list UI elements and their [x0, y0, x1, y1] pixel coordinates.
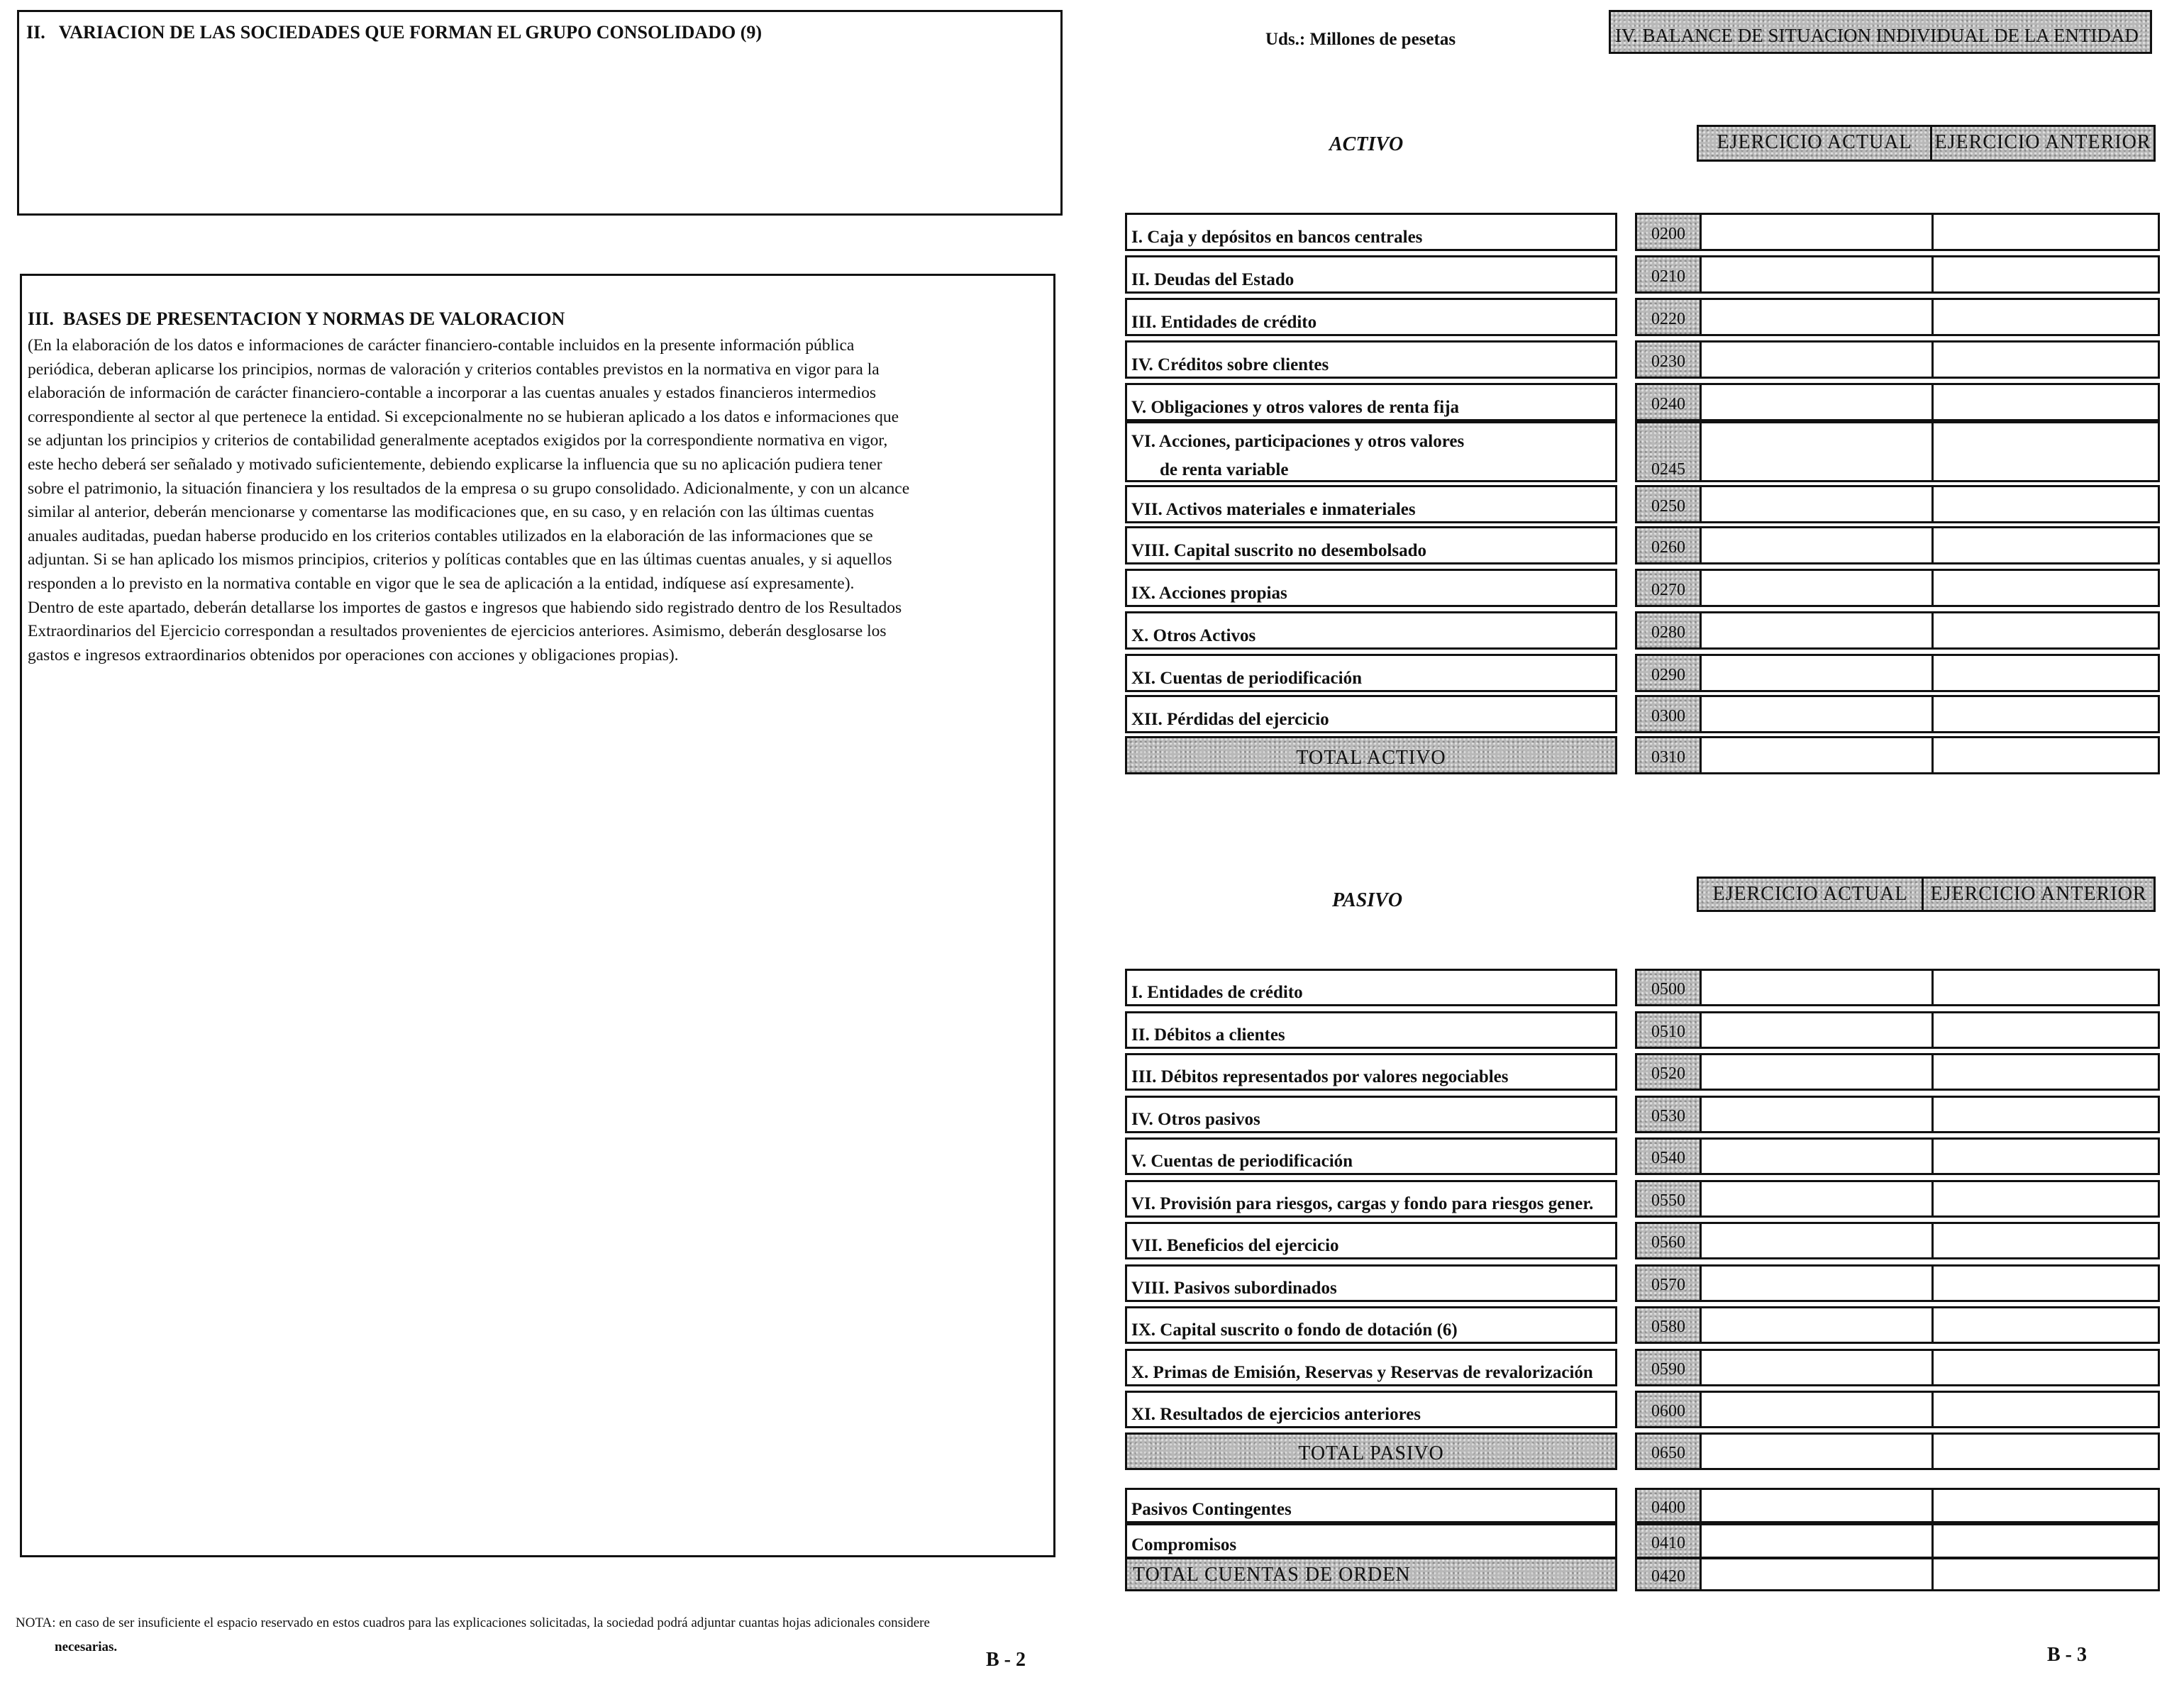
- pasivo-row-8-ejercicio-actual-cell[interactable]: [1700, 1306, 1934, 1344]
- activo-col-anterior-header: EJERCICIO ANTERIOR: [1930, 125, 2156, 162]
- balance-title-badge: [1609, 10, 2152, 54]
- activo-row-8-label: IX. Acciones propias: [1131, 584, 1287, 603]
- activo-row-5-label-box: [1125, 421, 1617, 482]
- pasivo-row-9-ejercicio-actual-cell[interactable]: [1700, 1349, 1934, 1386]
- pasivo-row-7-code: 0570: [1635, 1264, 1702, 1302]
- activo-row-3-code: 0230: [1635, 340, 1702, 379]
- activo-row-10-label-box: [1125, 654, 1617, 692]
- activo-row-6-ejercicio-actual-cell[interactable]: [1700, 485, 1934, 523]
- pasivo-row-10-label: XI. Resultados de ejercicios anteriores: [1131, 1405, 1421, 1424]
- activo-row-4-code: 0240: [1635, 383, 1702, 421]
- pasivo-row-8-ejercicio-anterior-cell[interactable]: [1931, 1306, 2160, 1344]
- orden-row-0-code: 0400: [1635, 1488, 1702, 1523]
- activo-row-5-label: [1131, 428, 1464, 484]
- activo-row-9-ejercicio-actual-cell[interactable]: [1700, 611, 1934, 650]
- balance-title: IV. BALANCE DE SITUACION INDIVIDUAL DE LA ENTIDAD: [1615, 25, 2139, 46]
- pasivo-row-9-ejercicio-anterior-cell[interactable]: [1931, 1349, 2160, 1386]
- activo-row-3-ejercicio-actual-cell[interactable]: [1700, 340, 1934, 379]
- pasivo-row-8-label-box: [1125, 1306, 1617, 1344]
- pasivo-row-2-label: III. Débitos representados por valores negociables: [1131, 1067, 1509, 1086]
- section-iii-line: elaboración de información de carácter financiero-contable a incorporar a las cuentas anuales y estados financieros intermedios: [28, 384, 876, 403]
- activo-col-actual-header: EJERCICIO ACTUAL: [1697, 125, 1932, 162]
- pasivo-row-3-label-box: [1125, 1096, 1617, 1133]
- nota-text: [16, 1611, 930, 1659]
- pasivo-row-4-code: 0540: [1635, 1137, 1702, 1175]
- pasivo-row-0-code: 0500: [1635, 969, 1702, 1006]
- activo-row-1-ejercicio-actual-cell[interactable]: [1700, 255, 1934, 294]
- orden-row-total-code: 0420: [1635, 1557, 1702, 1591]
- nota-line-1: NOTA: en caso de ser insuficiente el espacio reservado en estos cuadros para las explicaciones solicitadas, la sociedad podrá adjuntar cuantas hojas adicionales considere: [16, 1615, 930, 1630]
- activo-row-4-ejercicio-actual-cell[interactable]: [1700, 383, 1934, 421]
- activo-row-5-code: 0245: [1635, 421, 1702, 482]
- pasivo-row-10-ejercicio-actual-cell[interactable]: [1700, 1391, 1934, 1428]
- pasivo-row-total-ejercicio-actual-cell[interactable]: [1700, 1432, 1934, 1470]
- units-label: Uds.: Millones de pesetas: [1265, 30, 1456, 49]
- page-number-right: B - 3: [2047, 1644, 2087, 1666]
- activo-row-5-label-line2: de renta variable: [1160, 460, 1289, 479]
- orden-row-total-label-box: [1125, 1557, 1617, 1591]
- activo-row-2-label: III. Entidades de crédito: [1131, 313, 1317, 332]
- activo-row-total-ejercicio-anterior-cell[interactable]: [1931, 736, 2160, 774]
- orden-row-total-ejercicio-actual-cell[interactable]: [1700, 1557, 1934, 1591]
- section-iii-line: este hecho deberá ser señalado y motivado suficientemente, debiendo explicarse la influencia que su no aplicación pudiera tener: [28, 455, 882, 474]
- activo-row-1-label: II. Deudas del Estado: [1131, 270, 1295, 289]
- pasivo-row-0-ejercicio-anterior-cell[interactable]: [1931, 969, 2160, 1006]
- pasivo-row-1-label-box: [1125, 1011, 1617, 1049]
- pasivo-row-2-ejercicio-actual-cell[interactable]: [1700, 1053, 1934, 1091]
- activo-row-11-label: XII. Pérdidas del ejercicio: [1131, 710, 1329, 729]
- orden-row-0-ejercicio-actual-cell[interactable]: [1700, 1488, 1934, 1523]
- activo-row-8-ejercicio-actual-cell[interactable]: [1700, 569, 1934, 607]
- section-iii-line: Dentro de este apartado, deberán detallarse los importes de gastos e ingresos que habiendo sido registrado dentro de los Resultados: [28, 598, 902, 617]
- activo-row-7-ejercicio-anterior-cell[interactable]: [1931, 526, 2160, 564]
- activo-row-1-code: 0210: [1635, 255, 1702, 294]
- pasivo-row-7-ejercicio-actual-cell[interactable]: [1700, 1264, 1934, 1302]
- pasivo-row-0-label-box: [1125, 969, 1617, 1006]
- orden-row-0-label: Pasivos Contingentes: [1131, 1500, 1292, 1519]
- section-iii-line: responden a lo previsto en la normativa contable en vigor que le sea de aplicación a la entidad, indíquese así expresamente).: [28, 574, 855, 593]
- activo-row-0-ejercicio-anterior-cell[interactable]: [1931, 213, 2160, 251]
- pasivo-row-4-ejercicio-anterior-cell[interactable]: [1931, 1137, 2160, 1175]
- pasivo-row-3-code: 0530: [1635, 1096, 1702, 1133]
- section-iii-line: anuales auditadas, puedan haberse producido en los criterios contables utilizados en la elaboración de las informaciones que se: [28, 526, 873, 545]
- activo-row-7-code: 0260: [1635, 526, 1702, 564]
- activo-row-10-label: XI. Cuentas de periodificación: [1131, 669, 1362, 688]
- pasivo-row-9-label: X. Primas de Emisión, Reservas y Reservas de revalorización: [1131, 1363, 1593, 1382]
- activo-row-10-ejercicio-actual-cell[interactable]: [1700, 654, 1934, 692]
- pasivo-row-2-label-box: [1125, 1053, 1617, 1091]
- activo-row-5-ejercicio-anterior-cell[interactable]: [1931, 421, 2160, 482]
- pasivo-row-2-code: 0520: [1635, 1053, 1702, 1091]
- section-iii-line: gastos e ingresos extraordinarios obtenidos por operaciones con acciones y obligaciones propias).: [28, 645, 679, 664]
- pasivo-row-3-ejercicio-anterior-cell[interactable]: [1931, 1096, 2160, 1133]
- activo-row-7-ejercicio-actual-cell[interactable]: [1700, 526, 1934, 564]
- activo-row-2-code: 0220: [1635, 298, 1702, 336]
- pasivo-row-3-label: IV. Otros pasivos: [1131, 1110, 1260, 1129]
- pasivo-row-7-label: VIII. Pasivos subordinados: [1131, 1279, 1337, 1298]
- activo-row-4-ejercicio-anterior-cell[interactable]: [1931, 383, 2160, 421]
- section-iii-line: correspondiente al sector al que pertenece la entidad. Si excepcionalmente no se hubieran aplicado a los datos e informaciones que: [28, 407, 899, 426]
- activo-row-8-ejercicio-anterior-cell[interactable]: [1931, 569, 2160, 607]
- nota-line-2: necesarias.: [55, 1640, 118, 1654]
- activo-row-10-code: 0290: [1635, 654, 1702, 692]
- activo-row-5-ejercicio-actual-cell[interactable]: [1700, 421, 1934, 482]
- orden-row-1-label: Compromisos: [1131, 1535, 1237, 1554]
- orden-row-0-ejercicio-anterior-cell[interactable]: [1931, 1488, 2160, 1523]
- activo-row-total-label-box: [1125, 736, 1617, 774]
- activo-row-7-label-box: [1125, 526, 1617, 564]
- pasivo-row-7-ejercicio-anterior-cell[interactable]: [1931, 1264, 2160, 1302]
- pasivo-row-6-label: VII. Beneficios del ejercicio: [1131, 1236, 1339, 1255]
- activo-row-2-label-box: [1125, 298, 1617, 336]
- pasivo-row-1-ejercicio-anterior-cell[interactable]: [1931, 1011, 2160, 1049]
- pasivo-row-5-label: VI. Provisión para riesgos, cargas y fondo para riesgos gener.: [1131, 1194, 1594, 1213]
- pasivo-row-total-code: 0650: [1635, 1432, 1702, 1470]
- orden-row-1-code: 0410: [1635, 1523, 1702, 1559]
- activo-row-1-label-box: [1125, 255, 1617, 294]
- pasivo-heading: PASIVO: [1332, 889, 1403, 911]
- orden-row-total-ejercicio-anterior-cell[interactable]: [1931, 1557, 2160, 1591]
- pasivo-col-actual-header: EJERCICIO ACTUAL: [1697, 877, 1924, 912]
- pasivo-row-6-code: 0560: [1635, 1222, 1702, 1259]
- pasivo-row-5-code: 0550: [1635, 1180, 1702, 1218]
- section-iii-line: sobre el patrimonio, la situación financiera y los resultados de la empresa o su grupo consolidado. Adicionalmente, y con un alcance: [28, 479, 910, 498]
- activo-row-5-label-line1: VI. Acciones, participaciones y otros valores: [1131, 432, 1465, 451]
- pasivo-row-1-ejercicio-actual-cell[interactable]: [1700, 1011, 1934, 1049]
- page-number-left: B - 2: [986, 1649, 1026, 1671]
- activo-row-0-ejercicio-actual-cell[interactable]: [1700, 213, 1934, 251]
- activo-heading: ACTIVO: [1329, 133, 1404, 155]
- orden-row-0-label-box: [1125, 1488, 1617, 1523]
- pasivo-row-2-ejercicio-anterior-cell[interactable]: [1931, 1053, 2160, 1091]
- orden-row-1-ejercicio-actual-cell[interactable]: [1700, 1523, 1934, 1559]
- pasivo-row-0-label: I. Entidades de crédito: [1131, 983, 1303, 1002]
- activo-row-11-code: 0300: [1635, 695, 1702, 733]
- pasivo-row-7-label-box: [1125, 1264, 1617, 1302]
- activo-row-6-label-box: [1125, 485, 1617, 523]
- pasivo-row-6-label-box: [1125, 1222, 1617, 1259]
- pasivo-row-total-label: TOTAL PASIVO: [1298, 1442, 1444, 1464]
- pasivo-row-total-label-box: [1125, 1432, 1617, 1470]
- pasivo-row-4-label: V. Cuentas de periodificación: [1131, 1152, 1353, 1171]
- activo-row-9-label-box: [1125, 611, 1617, 650]
- activo-row-9-label: X. Otros Activos: [1131, 626, 1256, 645]
- activo-row-1-ejercicio-anterior-cell[interactable]: [1931, 255, 2160, 294]
- activo-row-9-ejercicio-anterior-cell[interactable]: [1931, 611, 2160, 650]
- activo-row-4-label: V. Obligaciones y otros valores de renta fija: [1131, 398, 1460, 417]
- activo-row-4-label-box: [1125, 383, 1617, 421]
- pasivo-row-4-label-box: [1125, 1137, 1617, 1175]
- activo-row-total-code: 0310: [1635, 736, 1702, 774]
- activo-row-0-label: I. Caja y depósitos en bancos centrales: [1131, 228, 1423, 247]
- pasivo-row-1-code: 0510: [1635, 1011, 1702, 1049]
- activo-row-3-label-box: [1125, 340, 1617, 379]
- activo-row-10-ejercicio-anterior-cell[interactable]: [1931, 654, 2160, 692]
- section-iii-line: adjuntan. Si se han aplicado los mismos principios, criterios y políticas contables que en las últimas cuentas anuales, y si aquellos: [28, 550, 892, 569]
- activo-row-3-label: IV. Créditos sobre clientes: [1131, 355, 1329, 374]
- section-iii-line: Extraordinarios del Ejercicio correspondan a resultados provenientes de ejercicios anteriores. Asimismo, deberán desglosarse los: [28, 622, 887, 641]
- activo-row-11-ejercicio-anterior-cell[interactable]: [1931, 695, 2160, 733]
- pasivo-row-10-ejercicio-anterior-cell[interactable]: [1931, 1391, 2160, 1428]
- pasivo-row-4-ejercicio-actual-cell[interactable]: [1700, 1137, 1934, 1175]
- activo-row-11-label-box: [1125, 695, 1617, 733]
- activo-row-6-label: VII. Activos materiales e inmateriales: [1131, 500, 1416, 519]
- pasivo-row-10-code: 0600: [1635, 1391, 1702, 1428]
- activo-row-total-ejercicio-actual-cell[interactable]: [1700, 736, 1934, 774]
- activo-row-9-code: 0280: [1635, 611, 1702, 650]
- activo-row-11-ejercicio-actual-cell[interactable]: [1700, 695, 1934, 733]
- section-ii-box: [17, 10, 1063, 216]
- activo-row-total-label: TOTAL ACTIVO: [1296, 747, 1446, 769]
- activo-row-0-label-box: [1125, 213, 1617, 251]
- activo-row-6-ejercicio-anterior-cell[interactable]: [1931, 485, 2160, 523]
- section-iii-line: similar al anterior, deberán mencionarse y comentarse las modificaciones que, en su caso, y en relación con las últimas cuentas: [28, 503, 875, 522]
- pasivo-row-8-code: 0580: [1635, 1306, 1702, 1344]
- pasivo-row-total-ejercicio-anterior-cell[interactable]: [1931, 1432, 2160, 1470]
- pasivo-row-5-ejercicio-anterior-cell[interactable]: [1931, 1180, 2160, 1218]
- section-iii-title: III. BASES DE PRESENTACION Y NORMAS DE VALORACION: [28, 308, 565, 329]
- activo-row-7-label: VIII. Capital suscrito no desembolsado: [1131, 541, 1427, 560]
- pasivo-row-0-ejercicio-actual-cell[interactable]: [1700, 969, 1934, 1006]
- activo-row-8-label-box: [1125, 569, 1617, 607]
- pasivo-row-9-code: 0590: [1635, 1349, 1702, 1386]
- activo-row-2-ejercicio-anterior-cell[interactable]: [1931, 298, 2160, 336]
- activo-row-3-ejercicio-anterior-cell[interactable]: [1931, 340, 2160, 379]
- activo-row-0-code: 0200: [1635, 213, 1702, 251]
- section-iii-line: periódica, deberan aplicarse los principios, normas de valoración y criterios contables previstos en la normativa en vigor para la: [28, 360, 880, 379]
- orden-row-1-ejercicio-anterior-cell[interactable]: [1931, 1523, 2160, 1559]
- section-ii-title: II. VARIACION DE LAS SOCIEDADES QUE FORMAN EL GRUPO CONSOLIDADO (9): [26, 22, 763, 43]
- activo-row-2-ejercicio-actual-cell[interactable]: [1700, 298, 1934, 336]
- pasivo-row-1-label: II. Débitos a clientes: [1131, 1025, 1285, 1045]
- section-iii-text: [28, 334, 909, 667]
- activo-row-6-code: 0250: [1635, 485, 1702, 523]
- pasivo-row-3-ejercicio-actual-cell[interactable]: [1700, 1096, 1934, 1133]
- pasivo-row-6-ejercicio-actual-cell[interactable]: [1700, 1222, 1934, 1259]
- pasivo-col-anterior-header: EJERCICIO ANTERIOR: [1922, 877, 2156, 912]
- section-iii-line: se adjuntan los principios y criterios de contabilidad generalmente aceptados exigidos por la correspondiente normativa en vigor,: [28, 431, 888, 450]
- orden-row-1-label-box: [1125, 1523, 1617, 1559]
- activo-row-8-code: 0270: [1635, 569, 1702, 607]
- section-iii-box: [20, 274, 1055, 1557]
- pasivo-row-9-label-box: [1125, 1349, 1617, 1386]
- pasivo-row-6-ejercicio-anterior-cell[interactable]: [1931, 1222, 2160, 1259]
- section-iii-line: (En la elaboración de los datos e informaciones de carácter financiero-contable incluidos en la presente información pública: [28, 336, 855, 355]
- pasivo-row-5-ejercicio-actual-cell[interactable]: [1700, 1180, 1934, 1218]
- pasivo-row-8-label: IX. Capital suscrito o fondo de dotación (6): [1131, 1320, 1458, 1340]
- pasivo-row-10-label-box: [1125, 1391, 1617, 1428]
- pasivo-row-5-label-box: [1125, 1180, 1617, 1218]
- orden-row-total-label: TOTAL CUENTAS DE ORDEN: [1133, 1564, 1411, 1586]
